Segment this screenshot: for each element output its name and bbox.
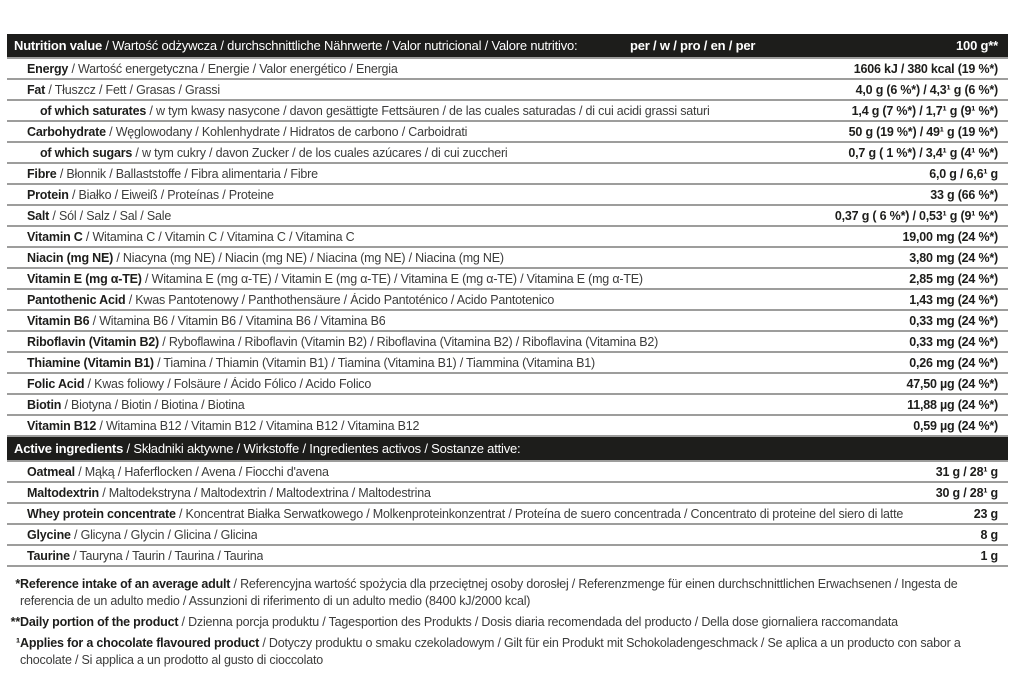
table-row bbox=[7, 311, 1008, 332]
nutrition-header-bar bbox=[7, 34, 1008, 57]
active-ingredients-rows bbox=[7, 460, 1008, 567]
row-label bbox=[27, 528, 257, 542]
table-row bbox=[7, 164, 1008, 185]
row-term: of which saturates bbox=[40, 103, 147, 118]
row-translations: / w tym kwasy nasycone / davon gesättigte Fettsäuren / de las cuales saturadas / di cui acidi grassi saturi bbox=[146, 103, 710, 118]
row-label bbox=[27, 465, 329, 479]
row-term: Oatmeal bbox=[27, 464, 75, 479]
footnote bbox=[16, 635, 998, 669]
row-translations: / Tauryna / Taurin / Taurina / Taurina bbox=[69, 548, 264, 563]
table-row bbox=[7, 59, 1008, 80]
row-label bbox=[27, 335, 658, 349]
row-translations: / Tiamina / Thiamin (Vitamin B1) / Tiamina (Vitamina B1) / Tiammina (Vitamina B1) bbox=[153, 355, 596, 370]
row-value: 0,37 g ( 6 %*) / 0,53¹ g (9¹ %*) bbox=[834, 208, 998, 223]
table-row bbox=[7, 185, 1008, 206]
nutrition-header-title-bold: Nutrition value bbox=[14, 38, 103, 53]
row-term: Niacin (mg NE) bbox=[27, 250, 114, 265]
table-row bbox=[7, 227, 1008, 248]
footnote-lead: Daily portion of the product bbox=[20, 615, 179, 629]
row-term: Salt bbox=[27, 208, 50, 223]
row-translations: / Witamina B12 / Vitamin B12 / Vitamina B12 / Vitamina B12 bbox=[96, 418, 420, 433]
row-translations: / Witamina B6 / Vitamin B6 / Vitamina B6 / Vitamina B6 bbox=[89, 313, 386, 328]
table-row bbox=[7, 206, 1008, 227]
row-translations: / Ryboflawina / Riboflavin (Vitamin B2) / Riboflavina (Vitamina B2) / Riboflavina (Vitamina B2) bbox=[159, 334, 659, 349]
row-term: Riboflavin (Vitamin B2) bbox=[27, 334, 159, 349]
row-term: Maltodextrin bbox=[27, 485, 99, 500]
row-label bbox=[27, 83, 220, 97]
row-translations: / Glicyna / Glycin / Glicina / Glicina bbox=[70, 527, 258, 542]
row-value: 47,50 µg (24 %*) bbox=[906, 376, 998, 391]
table-row bbox=[7, 462, 1008, 483]
table-row bbox=[7, 332, 1008, 353]
active-ingredients-header-bar bbox=[7, 437, 1008, 460]
footnote-lead: Applies for a chocolate flavoured product bbox=[20, 636, 260, 650]
row-label bbox=[27, 251, 504, 265]
row-label bbox=[27, 486, 431, 500]
table-row bbox=[7, 353, 1008, 374]
row-label bbox=[27, 125, 467, 139]
row-label bbox=[27, 419, 419, 433]
row-label bbox=[27, 507, 903, 521]
row-translations: / Błonnik / Ballaststoffe / Fibra alimentaria / Fibre bbox=[56, 166, 318, 181]
row-label bbox=[27, 314, 385, 328]
row-term: Fat bbox=[27, 82, 46, 97]
footnote-text: / Dzienna porcja produktu / Tagesportion des Produkts / Dosis diaria recomendada del producto / Della dose giornaliera raccomandata bbox=[178, 615, 898, 629]
active-ingredients-title-bold: Active ingredients bbox=[14, 441, 124, 456]
table-row bbox=[7, 143, 1008, 164]
row-translations: / Kwas Pantotenowy / Panthothensäure / Ácido Pantoténico / Acido Pantotenico bbox=[125, 292, 555, 307]
row-value: 0,33 mg (24 %*) bbox=[909, 313, 998, 328]
row-term: Carbohydrate bbox=[27, 124, 106, 139]
footnote bbox=[10, 614, 998, 631]
table-row bbox=[7, 290, 1008, 311]
row-label bbox=[27, 356, 595, 370]
row-value: 1606 kJ / 380 kcal (19 %*) bbox=[853, 61, 998, 76]
row-value: 1,4 g (7 %*) / 1,7¹ g (9¹ %*) bbox=[851, 103, 998, 118]
row-value: 50 g (19 %*) / 49¹ g (19 %*) bbox=[848, 124, 998, 139]
row-value: 6,0 g / 6,6¹ g bbox=[929, 166, 998, 181]
row-value: 0,59 µg (24 %*) bbox=[913, 418, 998, 433]
row-term: Fibre bbox=[27, 166, 57, 181]
row-value: 1,43 mg (24 %*) bbox=[909, 292, 998, 307]
row-value: 2,85 mg (24 %*) bbox=[909, 271, 998, 286]
row-label bbox=[27, 549, 263, 563]
row-term: Protein bbox=[27, 187, 69, 202]
nutrition-header-title bbox=[14, 38, 577, 53]
row-term: Taurine bbox=[27, 548, 70, 563]
footnote-marker: * bbox=[15, 577, 20, 591]
row-translations: / Niacyna (mg NE) / Niacin (mg NE) / Niacina (mg NE) / Niacina (mg NE) bbox=[113, 250, 504, 265]
row-value: 23 g bbox=[973, 506, 998, 521]
row-term: Vitamin C bbox=[27, 229, 83, 244]
row-term: Whey protein concentrate bbox=[27, 506, 176, 521]
row-translations: / Węglowodany / Kohlenhydrate / Hidratos de carbono / Carboidrati bbox=[105, 124, 468, 139]
row-value: 3,80 mg (24 %*) bbox=[909, 250, 998, 265]
table-row bbox=[7, 483, 1008, 504]
row-label bbox=[27, 209, 171, 223]
row-label bbox=[27, 377, 371, 391]
row-term: Biotin bbox=[27, 397, 62, 412]
row-value: 0,7 g ( 1 %*) / 3,4¹ g (4¹ %*) bbox=[848, 145, 998, 160]
row-value: 11,88 µg (24 %*) bbox=[907, 397, 998, 412]
active-ingredients-title-rest: / Składniki aktywne / Wirkstoffe / Ingredientes activos / Sostanze attive: bbox=[123, 441, 521, 456]
row-label bbox=[27, 398, 245, 412]
table-row bbox=[7, 101, 1008, 122]
footnote-marker: ¹ bbox=[16, 636, 20, 650]
row-value: 8 g bbox=[980, 527, 998, 542]
footnote-text: / Dotyczy produktu o smaku czekoladowym / Gilt für ein Produkt mit Schokoladengeschmack / Se aplica a un producto con sabor a chocolate / Si applica a un prodotto al gusto di cioccolato bbox=[20, 636, 961, 667]
row-term: Glycine bbox=[27, 527, 71, 542]
table-row bbox=[7, 504, 1008, 525]
row-value: 33 g (66 %*) bbox=[930, 187, 998, 202]
nutrition-header-title-rest: / Wartość odżywcza / durchschnittliche Nährwerte / Valor nutricional / Valore nutritivo: bbox=[102, 38, 578, 53]
row-value: 0,26 mg (24 %*) bbox=[909, 355, 998, 370]
footnotes bbox=[7, 567, 1008, 669]
row-term: Energy bbox=[27, 61, 69, 76]
row-value: 31 g / 28¹ g bbox=[935, 464, 998, 479]
row-term: Folic Acid bbox=[27, 376, 85, 391]
amount-column-label: 100 g** bbox=[956, 38, 998, 53]
table-row bbox=[7, 374, 1008, 395]
row-term: Thiamine (Vitamin B1) bbox=[27, 355, 154, 370]
row-translations: / w tym cukry / davon Zucker / de los cuales azúcares / di cui zuccheri bbox=[132, 145, 508, 160]
row-label bbox=[27, 167, 318, 181]
table-row bbox=[7, 122, 1008, 143]
table-row bbox=[7, 416, 1008, 437]
table-row bbox=[7, 248, 1008, 269]
row-term: Vitamin B12 bbox=[27, 418, 97, 433]
table-row bbox=[7, 80, 1008, 101]
row-term: Pantothenic Acid bbox=[27, 292, 126, 307]
row-value: 30 g / 28¹ g bbox=[935, 485, 998, 500]
active-ingredients-header-title bbox=[14, 441, 520, 456]
row-translations: / Kwas foliowy / Folsäure / Ácido Fólico / Acido Folico bbox=[84, 376, 372, 391]
row-label bbox=[40, 146, 508, 160]
table-row bbox=[7, 395, 1008, 416]
row-term: Vitamin E (mg α-TE) bbox=[27, 271, 142, 286]
row-label bbox=[27, 230, 354, 244]
row-translations: / Witamina E (mg α-TE) / Vitamin E (mg α-TE) / Vitamina E (mg α-TE) / Vitamina E (mg α-TE) bbox=[141, 271, 643, 286]
row-label bbox=[27, 62, 398, 76]
row-value: 4,0 g (6 %*) / 4,3¹ g (6 %*) bbox=[855, 82, 998, 97]
footnote-lead: Reference intake of an average adult bbox=[20, 577, 231, 591]
row-label bbox=[27, 188, 274, 202]
table-row bbox=[7, 525, 1008, 546]
row-translations: / Koncentrat Białka Serwatkowego / Molkenproteinkonzentrat / Proteína de suero concentrada / Concentrato di proteine del siero di latte bbox=[175, 506, 904, 521]
row-term: of which sugars bbox=[40, 145, 133, 160]
row-label bbox=[27, 293, 554, 307]
footnote bbox=[15, 576, 998, 610]
row-translations: / Tłuszcz / Fett / Grasas / Grassi bbox=[45, 82, 220, 97]
row-label bbox=[27, 272, 643, 286]
row-translations: / Mąką / Haferflocken / Avena / Fiocchi d'avena bbox=[74, 464, 329, 479]
footnote-marker: ** bbox=[10, 615, 20, 629]
row-translations: / Sól / Salz / Sal / Sale bbox=[49, 208, 172, 223]
per-column-label: per / w / pro / en / per bbox=[630, 38, 756, 53]
row-value: 0,33 mg (24 %*) bbox=[909, 334, 998, 349]
footnote-text: / Referencyjna wartość spożycia dla przeciętnej osoby dorosłej / Referenzmenge für einen durchschnittlichen Erwachsenen / Ingesta de referencia de un adulto medio / Assunzioni di riferimento di un adulto medio (8400 kJ/2000 kcal) bbox=[20, 577, 958, 608]
table-row bbox=[7, 269, 1008, 290]
row-translations: / Witamina C / Vitamin C / Vitamina C / Vitamina C bbox=[82, 229, 355, 244]
row-value: 19,00 mg (24 %*) bbox=[902, 229, 998, 244]
row-translations: / Maltodekstryna / Maltodextrin / Maltodextrina / Maltodestrina bbox=[98, 485, 431, 500]
row-term: Vitamin B6 bbox=[27, 313, 90, 328]
row-translations: / Wartość energetyczna / Energie / Valor energético / Energia bbox=[68, 61, 398, 76]
row-translations: / Białko / Eiweiß / Proteínas / Proteine bbox=[68, 187, 274, 202]
row-value: 1 g bbox=[980, 548, 998, 563]
row-translations: / Biotyna / Biotin / Biotina / Biotina bbox=[61, 397, 245, 412]
table-row bbox=[7, 546, 1008, 567]
row-label bbox=[40, 104, 710, 118]
nutrition-rows bbox=[7, 57, 1008, 437]
